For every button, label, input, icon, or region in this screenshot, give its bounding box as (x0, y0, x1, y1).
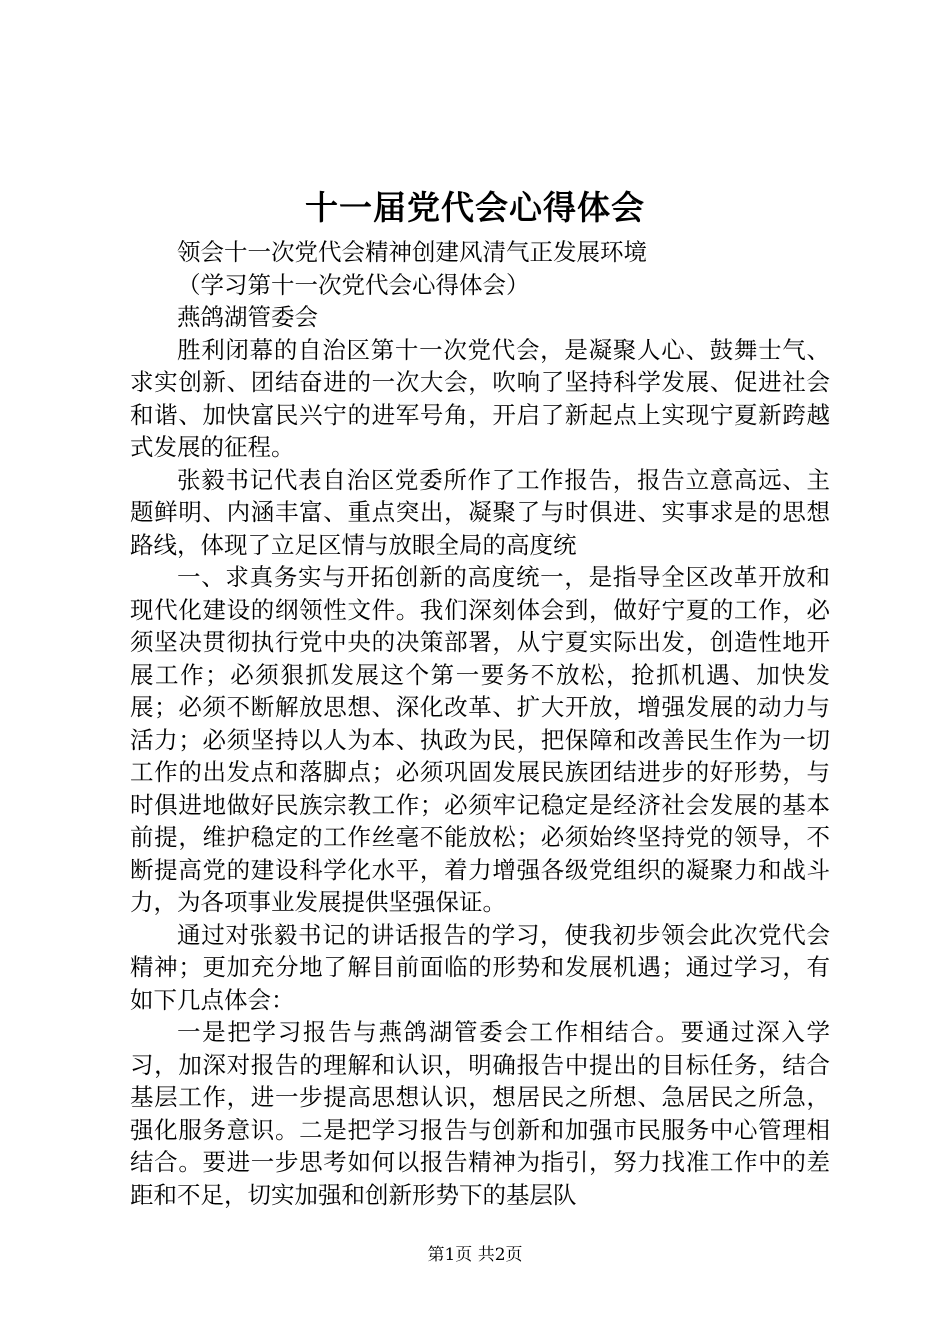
body-paragraph: 张毅书记代表自治区党委所作了工作报告，报告立意高远、主题鲜明、内涵丰富、重点突出，凝聚了与时俱进、实事求是的思想路线，体现了立足区情与放眼全局的高度统 (130, 465, 830, 559)
body-paragraph: 通过对张毅书记的讲话报告的学习，使我初步领会此次党代会精神；更加充分地了解目前面临的形势和发展机遇；通过学习，有如下几点体会： (130, 920, 830, 1014)
body-paragraph: 胜利闭幕的自治区第十一次党代会，是凝聚人心、鼓舞士气、求实创新、团结奋进的一次大会，吹响了坚持科学发展、促进社会和谐、加快富民兴宁的进军号角，开启了新起点上实现宁夏新跨越式发展的征程。 (130, 335, 830, 461)
page-title: 十一届党代会心得体会 (305, 188, 645, 227)
subtitle-line: 领会十一次党代会精神创建风清气正发展环境 (177, 238, 647, 266)
body-paragraph: 一是把学习报告与燕鸽湖管委会工作相结合。要通过深入学习，加深对报告的理解和认识，明确报告中提出的目标任务，结合基层工作，进一步提高思想认识，想居民之所想、急居民之所急，强化服务意识。二是把学习报告与创新和加强市民服务中心管理相结合。要进一步思考如何以报告精神为指引，努力找准工作中的差距和不足，切实加强和创新形势下的基层队 (130, 1018, 830, 1209)
page-number-footer: 第1页 共2页 (427, 1245, 523, 1265)
subtitle-note: （学习第十一次党代会心得体会） (177, 270, 530, 299)
author-line: 燕鸽湖管委会 (177, 303, 318, 331)
body-paragraph: 一、求真务实与开拓创新的高度统一，是指导全区改革开放和现代化建设的纲领性文件。我们深刻体会到，做好宁夏的工作，必须坚决贯彻执行党中央的决策部署，从宁夏实际出发，创造性地开展工作；必须狠抓发展这个第一要务不放松，抢抓机遇、加快发展；必须不断解放思想、深化改革、扩大开放，增强发展的动力与活力；必须坚持以人为本、执政为民，把保障和改善民生作为一切工作的出发点和落脚点；必须巩固发展民族团结进步的好形势，与时俱进地做好民族宗教工作；必须牢记稳定是经济社会发展的基本前提，维护稳定的工作丝毫不能放松；必须始终坚持党的领导，不断提高党的建设科学化水平，着力增强各级党组织的凝聚力和战斗力，为各项事业发展提供坚强保证。 (130, 563, 830, 916)
document-body (130, 236, 830, 1211)
